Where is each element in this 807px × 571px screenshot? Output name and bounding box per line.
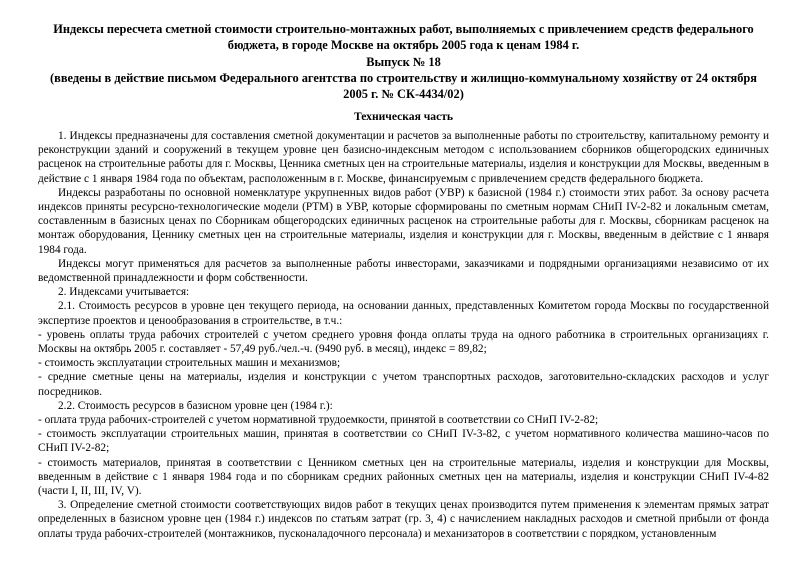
- paragraph: - оплата труда рабочих-строителей с учетом нормативной трудоемкости, принятой в соответствии со СНиП IV-2-82;: [38, 414, 599, 427]
- paragraph: 2.2. Стоимость ресурсов в базисном уровне цен (1984 г.):: [58, 399, 333, 412]
- paragraph: 2. Индексами учитывается:: [58, 286, 190, 299]
- paragraph: - стоимость материалов, принятая в соответствии с Ценником сметных цен на строительные материалы, изделия и конструкции для Москвы, введенным в действие с 1 января 1984 года и по сборникам средних районных сметных цен на материалы, изделия и конструкции СНиП IV-4-82 (части I, II, III, IV, V).: [38, 456, 769, 498]
- paragraph: - стоимость эксплуатации строительных машин, принятая в соответствии со СНиП IV-3-82, с учетом нормативного количества машино-часов по СНиП IV-2-82;: [38, 428, 769, 455]
- paragraph: 1. Индексы предназначены для составления сметной документации и расчетов за выполненные работы по строительству, капитальному ремонту и реконструкции зданий и сооружений в текущем уровне цен базисно-индексным методом с использованием сборников общегородских единичных расценок на строительные работы для г. Москвы, Ценника сметных цен на строительные материалы, изделия и конструкции для Москвы, введенным в действие с 1 января 1984 года по объектам, расположенным в г. Москве, финансируемым с привлечением средств федерального бюджета.: [38, 130, 769, 185]
- issue-number: Выпуск № 18: [366, 55, 441, 69]
- paragraph: - средние сметные цены на материалы, изделия и конструкции с учетом транспортных расходов, заготовительно-складских расходов и услуг посредников.: [38, 371, 769, 398]
- document-subtitle: (введены в действие письмом Федерального агентства по строительству и жилищно-коммунальному хозяйству от 24 октября 2005 г. № СК-4434/02): [50, 71, 757, 101]
- document-body: [38, 129, 769, 541]
- paragraph: 2.1. Стоимость ресурсов в уровне цен текущего периода, на основании данных, представленных Комитетом города Москвы по государственной экспертизе проектов и ценообразования в строительстве, в т.ч.:: [38, 300, 769, 327]
- paragraph: - стоимость эксплуатации строительных машин и механизмов;: [38, 357, 341, 370]
- paragraph: 3. Определение сметной стоимости соответствующих видов работ в текущих ценах производится путем применения к элементам прямых затрат определенных в базисном уровне цен (1984 г.) индексов по статьям затрат (гр. 3, 4) с начислением накладных расходов и сметной прибыли от фонда оплаты труда рабочих-строителей (монтажников, пусконаладочного персонала) и механизаторов в соответствии с порядком, установленным: [38, 499, 769, 540]
- paragraph: - уровень оплаты труда рабочих строителей с учетом среднего уровня фонда оплаты труда на одного работника в строительных организациях г. Москвы на октябрь 2005 г. составляет - 57,49 руб./чел.-ч. (9490 руб. в месяц), индекс = 89,82;: [38, 328, 769, 356]
- paragraph: Индексы могут применяться для расчетов за выполненные работы инвесторами, заказчиками и подрядными организациями независимо от их ведомственной принадлежности и форм собственности.: [38, 257, 769, 285]
- document-title: Индексы пересчета сметной стоимости строительно-монтажных работ, выполняемых с привлечением средств федерального бюджета, в городе Москве на октябрь 2005 года к ценам 1984 г.: [53, 22, 754, 52]
- paragraph: Индексы разработаны по основной номенклатуре укрупненных видов работ (УВР) к базисной (1984 г.) стоимости этих работ. За основу расчета индексов приняты ресурсно-технологические модели (РТМ) в УВР, которые сформированы по сметным нормам СНиП IV-2-82 и локальным сметам, составленным в базисных ценах по Сборникам общегородских единичных расценок на строительные работы для г. Москвы, сборникам расценок на монтаж оборудования, Ценнику сметных цен на строительные материалы, изделия и конструкции для г. Москвы, введенным в действие с 1 января 1984 года.: [38, 186, 769, 256]
- section-title: Техническая часть: [353, 110, 454, 123]
